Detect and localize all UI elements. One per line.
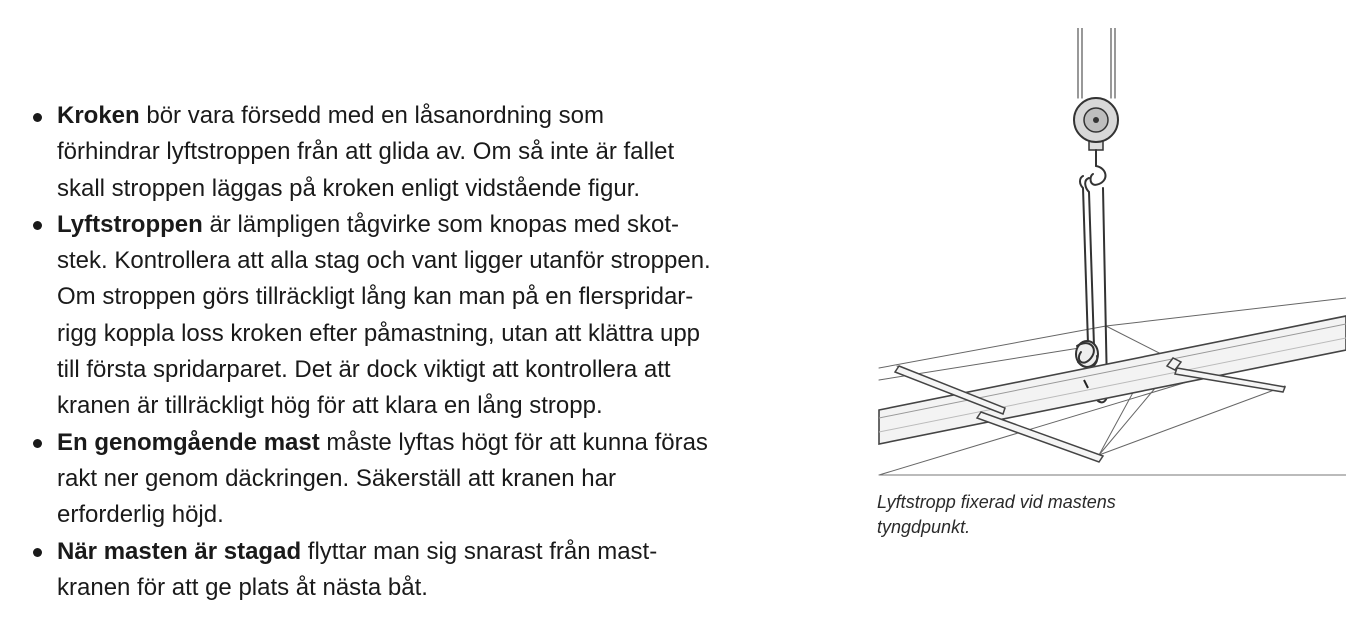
mast-lifting-illustration: [877, 28, 1346, 483]
bullet-text: flyttar man sig snarast från mast-: [301, 537, 658, 565]
bullet-lead: Kroken: [57, 102, 140, 129]
bullet-item-masten-stagad: [30, 534, 830, 607]
bullet-item-kroken: [30, 98, 830, 207]
bullet-dot: [33, 221, 42, 230]
bullet-text-line: Om stroppen görs tillräckligt lång kan man på en flerspridar-: [57, 283, 694, 311]
bullet-dot: [33, 439, 42, 448]
bullet-item-lyftstroppen: [30, 207, 830, 425]
bullet-text-line: till första spridarparet. Det är dock viktigt att kontrollera att: [57, 356, 671, 384]
bullet-text-line: kranen för att ge plats åt nästa båt.: [57, 573, 428, 601]
bullet-first-line: [57, 425, 830, 461]
bullet-text-line: erforderlig höjd.: [57, 501, 224, 529]
bullet-text: är lämpligen tågvirke som knopas med skot-: [202, 210, 679, 238]
bullet-text-line: skall stroppen läggas på kroken enligt vidstående figur.: [57, 174, 641, 202]
bullet-first-line: [57, 534, 830, 570]
bullet-lead: En genomgående mast: [57, 428, 320, 456]
caption-line: tyngdpunkt.: [877, 517, 971, 537]
bullet-first-line: [57, 98, 830, 134]
bullet-text-line: förhindrar lyftstroppen från att glida av. Om så inte är fallet: [57, 138, 675, 166]
pulley-block-icon: [1074, 98, 1118, 150]
bullet-item-genomgaende-mast: [30, 425, 830, 534]
bullet-text: bör vara försedd med en låsanordning som: [139, 102, 604, 129]
bullet-first-line: [57, 207, 830, 243]
bullet-text-line: rigg koppla loss kroken efter påmastning, utan att klättra upp: [57, 319, 701, 347]
bullet-text-line: kranen är tillräckligt hög för att klara en lång stropp.: [57, 392, 603, 420]
bullet-dot: [33, 113, 42, 122]
bullet-lead: Lyftstroppen: [57, 210, 203, 238]
crane-wires: [1078, 28, 1115, 98]
caption-line: Lyftstropp fixerad vid mastens: [877, 492, 1116, 512]
bullet-lead: När masten är stagad: [57, 537, 302, 565]
bullet-text: måste lyftas högt för att kunna föras: [319, 428, 708, 456]
mast-tube: [879, 316, 1346, 444]
bullet-text-line: stek. Kontrollera att alla stag och vant ligger utanför stroppen.: [57, 247, 711, 275]
bullet-text-line: rakt ner genom däckringen. Säkerställ att kranen har: [57, 464, 616, 492]
bullet-list: [30, 98, 830, 606]
figure-caption: [877, 490, 1116, 540]
bullet-dot: [33, 548, 42, 557]
